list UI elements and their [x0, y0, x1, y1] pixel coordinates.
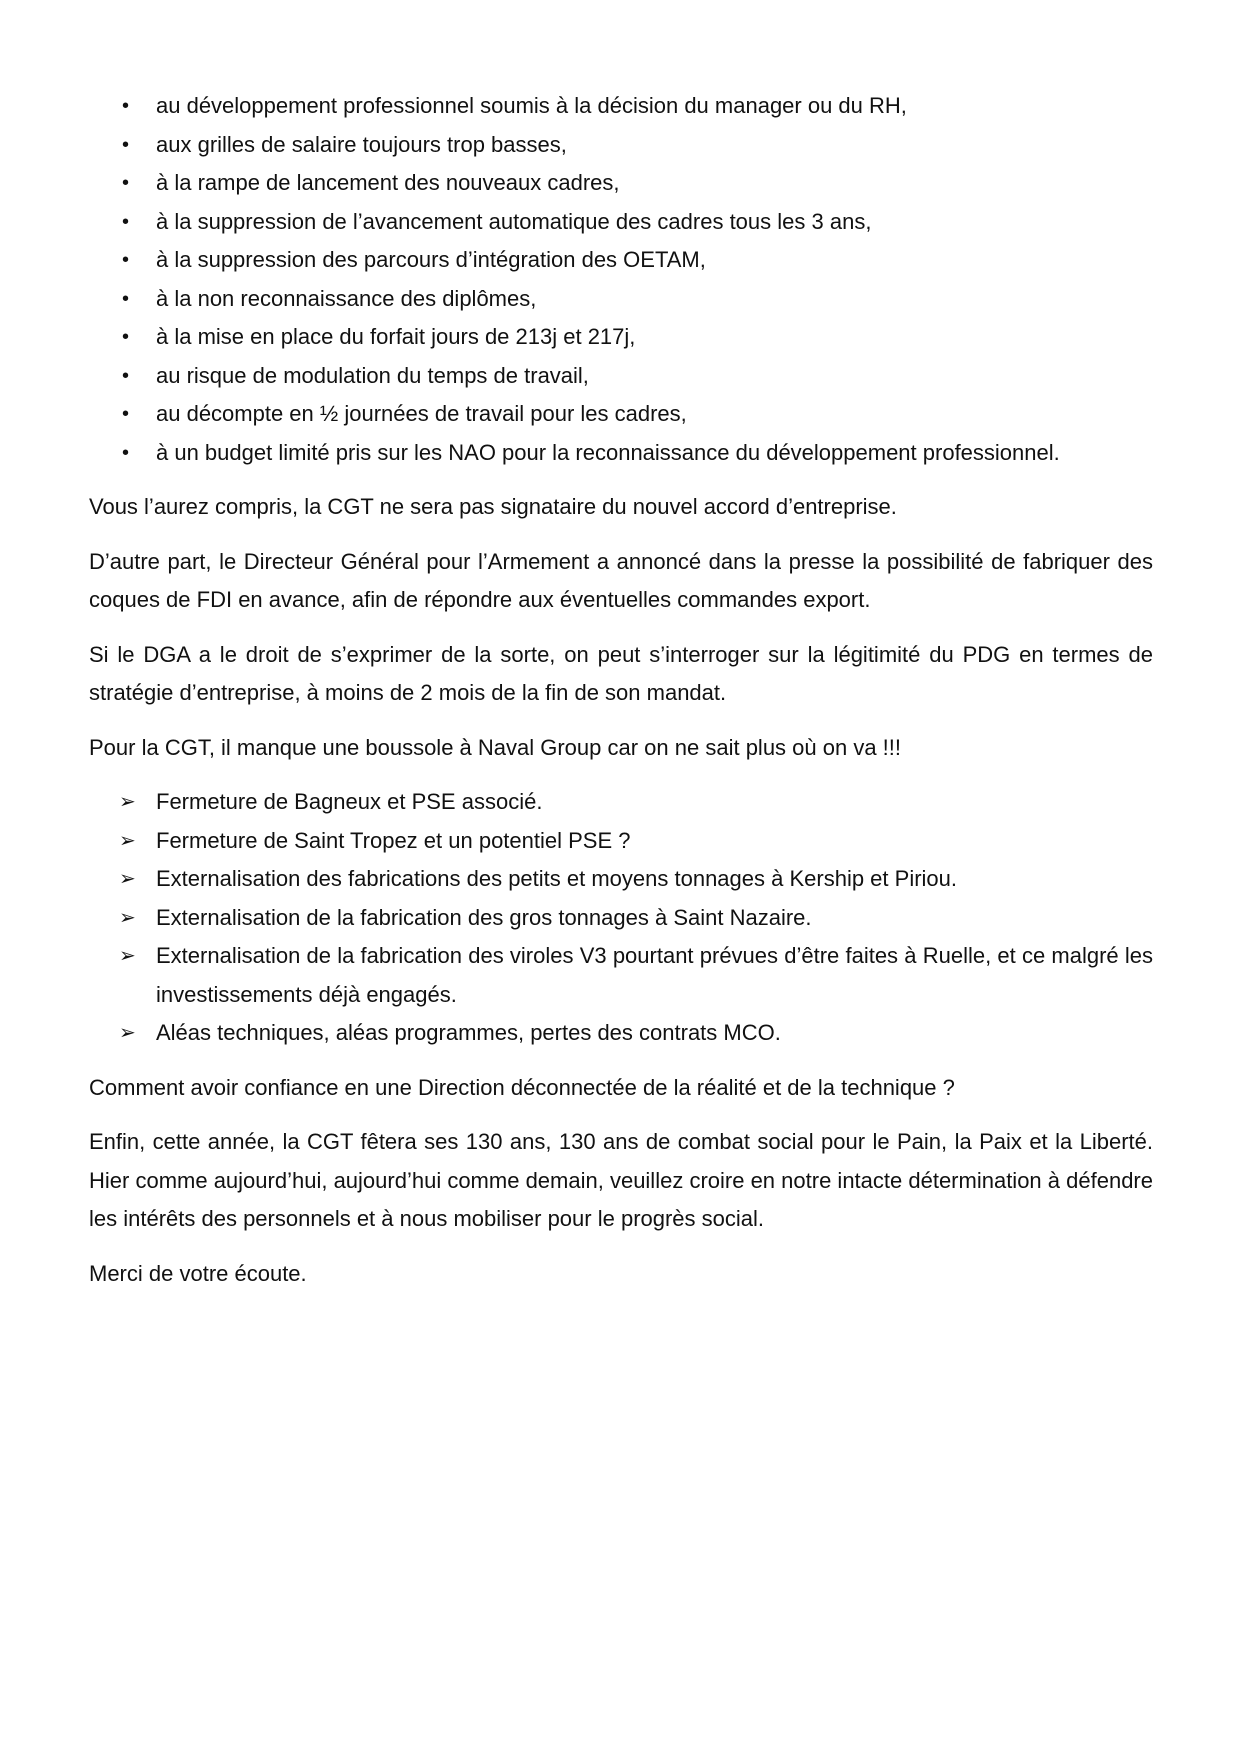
list-item: ➢ Aléas techniques, aléas programmes, pertes des contrats MCO.	[89, 1014, 1153, 1053]
list-item: • à la suppression des parcours d’intégration des OETAM,	[89, 241, 1153, 280]
bullet-icon: •	[122, 326, 130, 348]
paragraph-compass: Pour la CGT, il manque une boussole à Naval Group car on ne sait plus où on va !!!	[89, 734, 902, 760]
arrow-bullet-icon: ➢	[119, 829, 136, 852]
list-item: • au risque de modulation du temps de travail,	[89, 357, 1153, 396]
issues-arrow-list	[89, 783, 1153, 1053]
bullet-icon: •	[122, 95, 130, 117]
document-page	[89, 87, 1153, 1309]
list-item: • à la rampe de lancement des nouveaux cadres,	[89, 164, 1153, 203]
grievance-bullet-list	[89, 87, 1153, 472]
list-item: • à la mise en place du forfait jours de 213j et 217j,	[89, 318, 1153, 357]
list-item: ➢ Externalisation de la fabrication des gros tonnages à Saint Nazaire.	[89, 899, 1153, 938]
paragraph-pdg-legitimacy: Si le DGA a le droit de s’exprimer de la sorte, on peut s’interroger sur la légitimité du PDG en termes de stratégie d’entreprise, à moins de 2 mois de la fin de son mandat.	[89, 641, 1153, 705]
list-item: • au développement professionnel soumis à la décision du manager ou du RH,	[89, 87, 1153, 126]
bullet-icon: •	[122, 364, 130, 387]
arrow-bullet-icon: ➢	[119, 1022, 136, 1044]
list-item: ➢ Externalisation de la fabrication des viroles V3 pourtant prévues d’être faites à Ruelle, et ce malgré les investissements déjà engagés.	[89, 937, 1153, 1014]
paragraph-not-signatory: Vous l’aurez compris, la CGT ne sera pas signataire du nouvel accord d’entreprise.	[89, 494, 897, 519]
bullet-icon: •	[122, 287, 130, 310]
bullet-icon: •	[122, 172, 130, 194]
bullet-icon: •	[122, 133, 130, 156]
list-item: ➢ Fermeture de Bagneux et PSE associé.	[89, 783, 1153, 822]
arrow-bullet-icon: ➢	[119, 945, 136, 967]
bullet-icon: •	[122, 441, 130, 464]
list-item: • à la suppression de l’avancement automatique des cadres tous les 3 ans,	[89, 203, 1153, 242]
paragraph-cgt-anniversary: Enfin, cette année, la CGT fêtera ses 130 ans, 130 ans de combat social pour le Pain, la Paix et la Liberté. Hier comme aujourd’hui, aujourd’hui comme demain, veuillez croire en notre intacte détermination à défendre les intérêts des personnels et à nous mobiliser pour le progrès social.	[89, 1129, 1153, 1231]
paragraph-closing-thanks: Merci de votre écoute.	[89, 1260, 307, 1286]
list-item: • à un budget limité pris sur les NAO pour la reconnaissance du développement professionnel.	[89, 434, 1153, 473]
paragraph-dga-announcement: D’autre part, le Directeur Général pour l’Armement a annoncé dans la presse la possibilité de fabriquer des coques de FDI en avance, afin de répondre aux éventuelles commandes export.	[89, 548, 1153, 612]
list-item: ➢ Externalisation des fabrications des petits et moyens tonnages à Kership et Piriou.	[89, 860, 1153, 899]
bullet-icon: •	[122, 403, 130, 425]
list-item: • aux grilles de salaire toujours trop basses,	[89, 126, 1153, 165]
paragraph-confidence-question: Comment avoir confiance en une Direction déconnectée de la réalité et de la technique ?	[89, 1074, 955, 1100]
arrow-bullet-icon: ➢	[119, 868, 136, 890]
bullet-icon: •	[122, 249, 130, 271]
bullet-icon: •	[122, 210, 130, 233]
list-item: • à la non reconnaissance des diplômes,	[89, 280, 1153, 319]
list-item: • au décompte en ½ journées de travail pour les cadres,	[89, 395, 1153, 434]
arrow-bullet-icon: ➢	[119, 791, 136, 813]
arrow-bullet-icon: ➢	[119, 906, 136, 929]
list-item: ➢ Fermeture de Saint Tropez et un potentiel PSE ?	[89, 822, 1153, 861]
